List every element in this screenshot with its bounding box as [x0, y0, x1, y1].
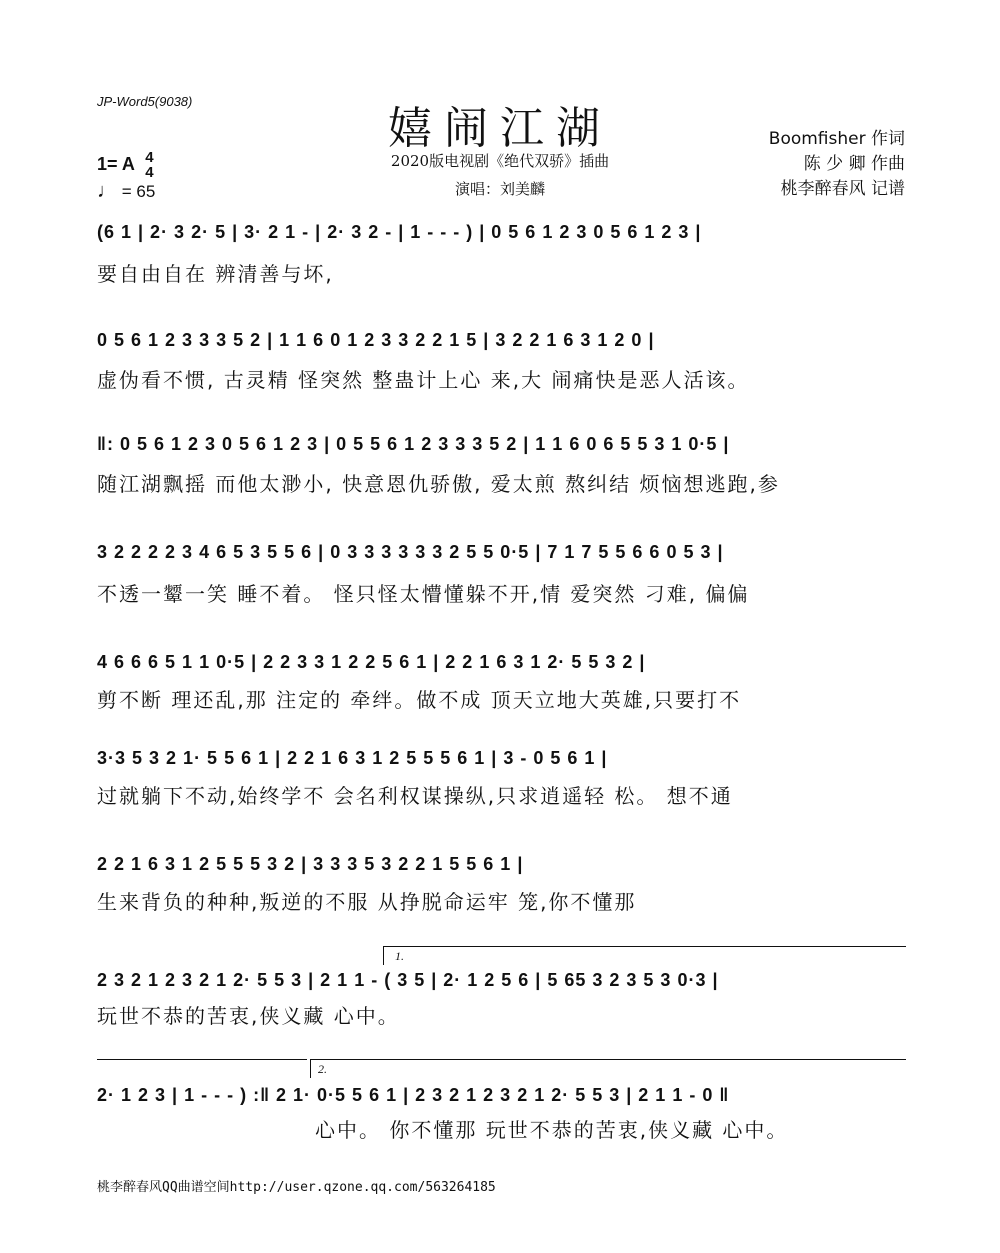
composer: 陈 少 卿 作曲	[803, 154, 905, 174]
tempo-marking	[97, 180, 155, 203]
lyric-line-4: 不透一颦一笑 睡不着。 怪只怪太懵懂躲不开,情 爱突然 刁难, 偏偏	[97, 582, 750, 606]
staff-line-5: 4 6 6 6 5 1 1 0·5 | 2 2 3 3 1 2 2 5 6 1 | 2 2 1 6 3 1 2· 5 5 3 2 |	[97, 652, 646, 672]
lyric-line-1: 要自由自在 辨清善与坏,	[97, 262, 334, 286]
staff-line-8: 2 3 2 1 2 3 2 1 2· 5 5 3 | 2 1 1 - ( 3 5 | 2· 1 2 5 6 | 5 65 3 2 3 5 3 0·3 |	[97, 970, 719, 990]
second-ending-bracket	[310, 1059, 906, 1078]
transcriber: 桃李醉春风 记谱	[780, 179, 905, 199]
key-signature	[97, 150, 154, 180]
lyric-line-7: 生来背负的种种,叛逆的不服 从挣脱命运牢 笼,你不懂那	[97, 890, 637, 914]
subtitle: 2020版电视剧《绝代双骄》插曲	[390, 152, 610, 170]
lyric-line-5: 剪不断 理还乱,那 注定的 牵绊。做不成 顶天立地大英雄,只要打不	[97, 688, 742, 712]
first-ending-bracket	[383, 946, 906, 965]
first-ending-continuation	[97, 1059, 307, 1060]
staff-line-1: (6 1 | 2· 3 2· 5 | 3· 2 1 - | 2· 3 2 - | 1 - - - ) | 0 5 6 1 2 3 0 5 6 1 2 3 |	[97, 222, 702, 242]
staff-line-3: ‖: 0 5 6 1 2 3 0 5 6 1 2 3 | 0 5 5 6 1 2 3 3 3 5 2 | 1 1 6 0 6 5 5 3 1 0·5 |	[97, 434, 730, 454]
lyric-line-6: 过就躺下不动,始终学不 会名利权谋操纵,只求逍遥轻 松。 想不通	[97, 784, 733, 808]
time-signature	[145, 150, 153, 180]
staff-line-6: 3·3 5 3 2 1· 5 5 6 1 | 2 2 1 6 3 1 2 5 5 5 6 1 | 3 - 0 5 6 1 |	[97, 748, 608, 768]
lyric-line-3: 随江湖飘摇 而他太渺小, 快意恩仇骄傲, 爱太煎 熬纠结 烦恼想逃跑,参	[97, 472, 780, 496]
staff-line-9: 2· 1 2 3 | 1 - - - ) :‖ 2 1· 0·5 5 6 1 | 2 3 2 1 2 3 2 1 2· 5 5 3 | 2 1 1 - 0 ‖	[97, 1085, 730, 1105]
footer-link-text: 桃李醉春风QQ曲谱空间http://user.qzone.qq.com/563264185	[97, 1180, 496, 1195]
staff-line-7: 2 2 1 6 3 1 2 5 5 5 3 2 | 3 3 3 5 3 2 2 1 5 5 6 1 |	[97, 854, 524, 874]
lyric-line-8: 玩世不恭的苦衷,侠义藏 心中。	[97, 1004, 400, 1028]
staff-line-2: 0 5 6 1 2 3 3 3 5 2 | 1 1 6 0 1 2 3 3 2 2 1 5 | 3 2 2 1 6 3 1 2 0 |	[97, 330, 655, 350]
song-title: 嬉闹江湖	[388, 103, 612, 154]
key-label: 1= A	[97, 153, 135, 174]
quarter-note-icon: ♩	[97, 180, 117, 202]
source-label: JP-Word5(9038)	[97, 94, 193, 109]
lyric-line-2: 虚伪看不惯, 古灵精 怪突然 整蛊计上心 来,大 闹痛快是恶人活该。	[97, 368, 750, 392]
singer: 演唱：刘美麟	[454, 180, 545, 198]
time-bottom: 4	[145, 164, 154, 181]
lyric-line-9: 心中。 你不懂那 玩世不恭的苦衷,侠义藏 心中。	[315, 1118, 789, 1142]
time-top: 4	[145, 149, 154, 166]
second-ending-label: 2.	[318, 1062, 327, 1076]
tempo-value: = 65	[121, 182, 156, 201]
first-ending-label: 1.	[395, 949, 404, 963]
staff-line-4: 3 2 2 2 2 3 4 6 5 3 5 5 6 | 0 3 3 3 3 3 3 2 5 5 0·5 | 7 1 7 5 5 6 6 0 5 3 |	[97, 542, 724, 562]
lyricist: Boomfisher 作词	[768, 129, 905, 149]
